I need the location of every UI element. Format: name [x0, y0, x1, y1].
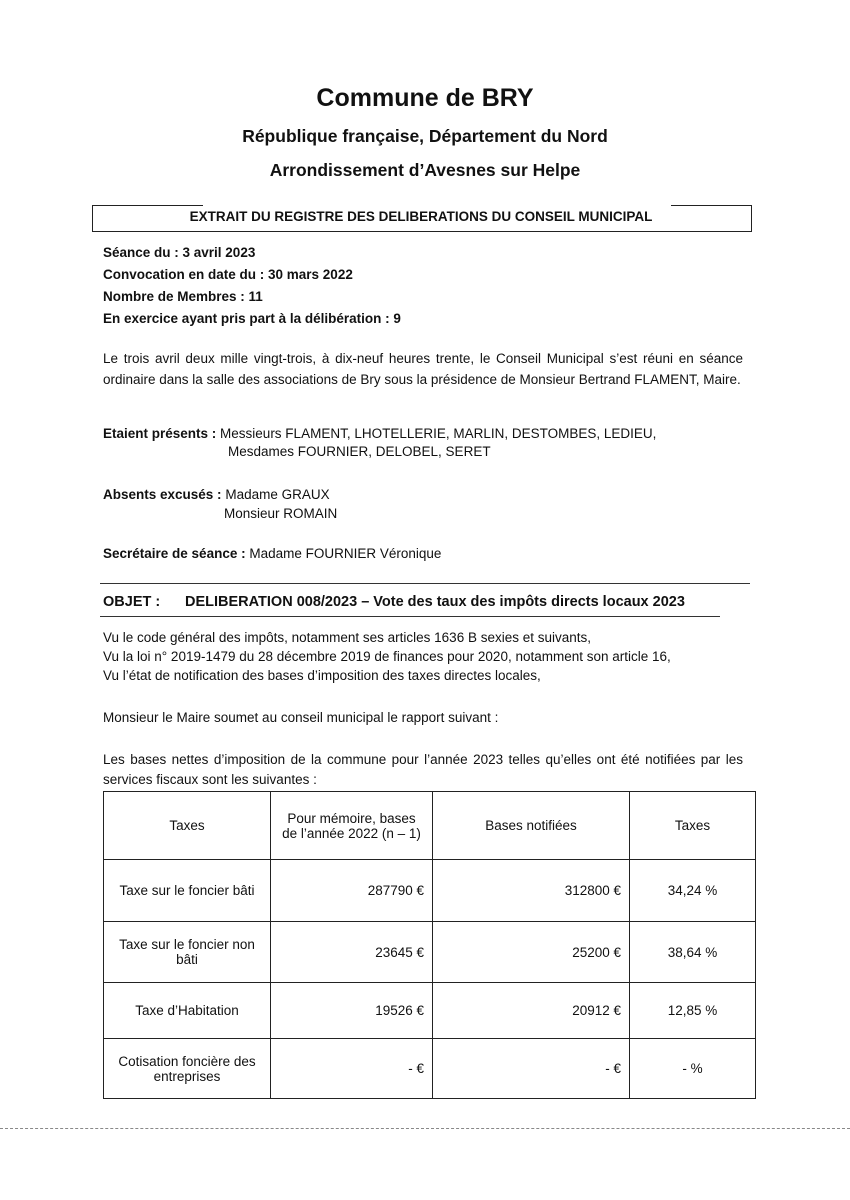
scan-edge-line	[0, 1128, 850, 1129]
tax-name-cell: Taxe sur le foncier bâti	[104, 860, 271, 922]
taux-cell: 38,64 %	[630, 922, 756, 983]
base-notifiee-cell: 20912 €	[433, 983, 630, 1039]
vu-line-1: Vu le code général des impôts, notamment ses articles 1636 B sexies et suivants,	[103, 630, 592, 645]
header-cell: Taxes	[630, 792, 756, 860]
secretaire-line	[103, 546, 441, 561]
seance-date: Séance du : 3 avril 2023	[103, 245, 256, 260]
base-2022-cell: 287790 €	[271, 860, 433, 922]
rapport-line: Monsieur le Maire soumet au conseil municipal le rapport suivant :	[103, 710, 499, 725]
taux-cell: 34,24 %	[630, 860, 756, 922]
tax-name-cell: Taxe sur le foncier non bâti	[104, 922, 271, 983]
absents-line1	[103, 487, 330, 502]
vu-line-3: Vu l’état de notification des bases d’imposition des taxes directes locales,	[103, 668, 541, 683]
absents-monsieur: Monsieur ROMAIN	[224, 506, 338, 521]
seance-convocation: Convocation en date du : 30 mars 2022	[103, 267, 353, 282]
base-2022-cell: - €	[271, 1039, 433, 1099]
presents-line1	[103, 426, 656, 441]
header-cell: Taxes	[104, 792, 271, 860]
base-2022-cell: 23645 €	[271, 922, 433, 983]
objet-rule-top	[100, 583, 750, 584]
seance-membres: Nombre de Membres : 11	[103, 289, 263, 304]
bases-intro: Les bases nettes d’imposition de la commune pour l’année 2023 telles qu’elles ont été notifiées par les services fiscaux sont les suivantes :	[103, 752, 743, 787]
objet-rule-bottom	[100, 616, 720, 617]
commune-title: Commune de BRY	[316, 84, 534, 112]
table-row	[104, 860, 756, 922]
base-notifiee-cell: - €	[433, 1039, 630, 1099]
republique-subtitle: République française, Département du Nord	[242, 126, 608, 146]
vu-line-2: Vu la loi n° 2019-1479 du 28 décembre 2019 de finances pour 2020, notamment son article 16,	[103, 649, 671, 664]
absents-madame: Madame GRAUX	[225, 487, 330, 502]
absents-label: Absents excusés :	[103, 487, 222, 502]
seance-exercice: En exercice ayant pris part à la délibération : 9	[103, 311, 401, 326]
base-notifiee-cell: 312800 €	[433, 860, 630, 922]
table-row	[104, 1039, 756, 1099]
tax-name-cell: Cotisation foncière des entreprises	[104, 1039, 271, 1099]
table-header-row	[104, 792, 756, 860]
secretaire-label: Secrétaire de séance :	[103, 546, 246, 561]
table-row	[104, 983, 756, 1039]
taux-cell: 12,85 %	[630, 983, 756, 1039]
presents-label: Etaient présents :	[103, 426, 217, 441]
presents-mesdames: Mesdames FOURNIER, DELOBEL, SERET	[228, 444, 491, 459]
taux-cell: - %	[630, 1039, 756, 1099]
header-cell: Pour mémoire, bases de l’année 2022 (n – 1)	[271, 792, 433, 860]
objet-heading	[103, 594, 685, 610]
registre-title: EXTRAIT DU REGISTRE DES DELIBERATIONS DU CONSEIL MUNICIPAL	[189, 209, 653, 224]
table-row	[104, 922, 756, 983]
header-cell: Bases notifiées	[433, 792, 630, 860]
intro-paragraph: Le trois avril deux mille vingt-trois, à dix-neuf heures trente, le Conseil Municipal s’est réuni en séance ordinaire dans la salle des associations de Bry sous la présidence de Monsieur Bertrand FLAMENT, Maire.	[103, 351, 743, 387]
tax-name-cell: Taxe d’Habitation	[104, 983, 271, 1039]
arrondissement-subtitle: Arrondissement d’Avesnes sur Helpe	[269, 160, 581, 180]
base-2022-cell: 19526 €	[271, 983, 433, 1039]
secretaire-value: Madame FOURNIER Véronique	[249, 546, 442, 561]
taxes-table	[103, 791, 756, 1099]
objet-title: DELIBERATION 008/2023 – Vote des taux des impôts directs locaux 2023	[185, 594, 685, 610]
base-notifiee-cell: 25200 €	[433, 922, 630, 983]
presents-messieurs: Messieurs FLAMENT, LHOTELLERIE, MARLIN, DESTOMBES, LEDIEU,	[220, 426, 657, 441]
objet-label: OBJET :	[103, 594, 161, 610]
